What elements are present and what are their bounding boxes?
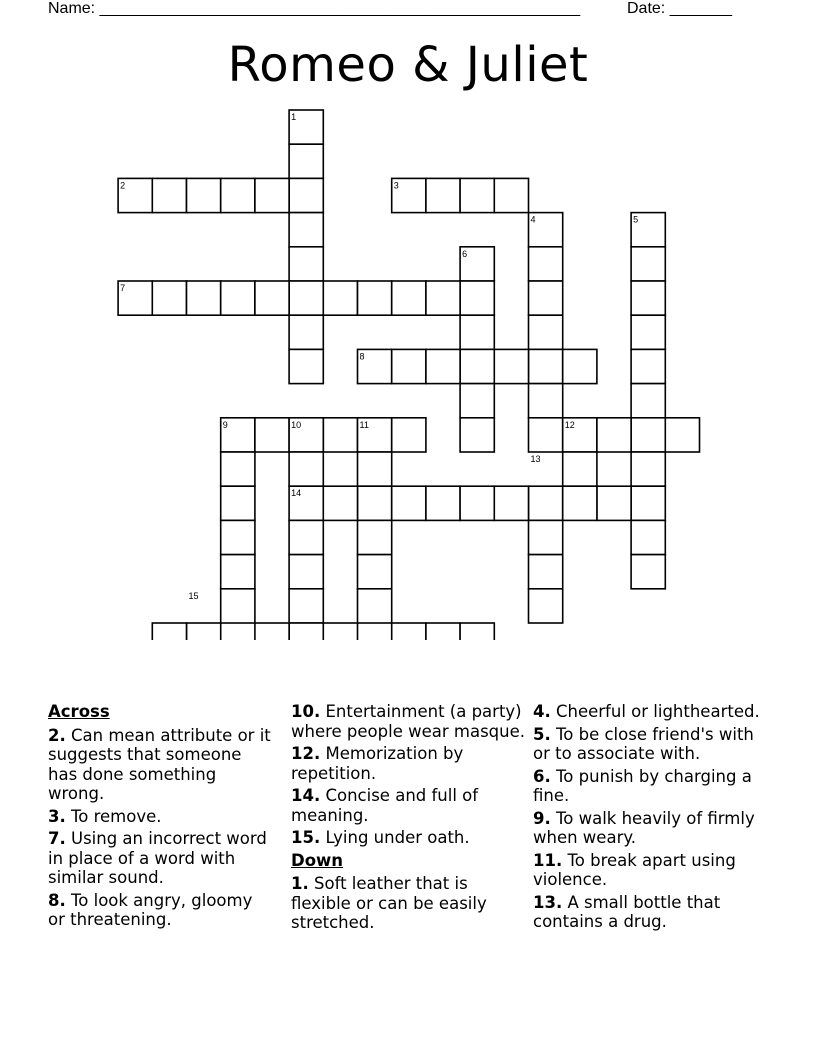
- grid-cell[interactable]: [289, 452, 323, 486]
- clue-item: [533, 809, 773, 848]
- grid-cell[interactable]: [426, 486, 460, 520]
- grid-cell[interactable]: [631, 520, 665, 554]
- clue-item: [291, 828, 527, 848]
- grid-cell[interactable]: [323, 281, 357, 315]
- grid-cell[interactable]: [529, 589, 563, 623]
- grid-cell[interactable]: [221, 452, 255, 486]
- clue-number: 15.: [291, 828, 321, 847]
- grid-cell[interactable]: [529, 384, 563, 418]
- grid-cell[interactable]: [460, 349, 494, 383]
- clue-number: 4.: [533, 702, 551, 721]
- grid-cell[interactable]: [289, 589, 323, 623]
- grid-cell[interactable]: [289, 144, 323, 178]
- date-field-label: Date: _______: [627, 0, 732, 17]
- clue-text: Lying under oath.: [320, 828, 470, 847]
- grid-cell[interactable]: [460, 418, 494, 452]
- grid-cell[interactable]: [255, 623, 289, 640]
- grid-cell[interactable]: [529, 247, 563, 281]
- grid-cell[interactable]: [221, 555, 255, 589]
- grid-cell[interactable]: [289, 349, 323, 383]
- grid-cell[interactable]: [631, 452, 665, 486]
- grid-cell[interactable]: [529, 555, 563, 589]
- grid-cell[interactable]: [460, 384, 494, 418]
- grid-cell[interactable]: [631, 247, 665, 281]
- grid-cell[interactable]: [358, 281, 392, 315]
- clue-item: [533, 767, 773, 806]
- clue-text: Can mean attribute or it suggests that someone has done something wrong.: [48, 725, 271, 803]
- grid-cell[interactable]: [631, 555, 665, 589]
- grid-cell[interactable]: [597, 486, 631, 520]
- clue-number: 7.: [48, 829, 66, 848]
- clue-text: A small bottle that contains a drug.: [533, 892, 721, 931]
- across-heading: Across: [48, 702, 110, 721]
- clue-number-13: 13: [530, 454, 541, 464]
- clue-number: 10.: [291, 702, 321, 721]
- grid-cell[interactable]: [563, 486, 597, 520]
- clue-number: 12.: [291, 744, 321, 763]
- grid-cell[interactable]: [460, 486, 494, 520]
- grid-cell[interactable]: [289, 281, 323, 315]
- name-field-label: Name: ______________________________________________________: [48, 0, 581, 17]
- clue-number: 8.: [48, 890, 66, 910]
- clue-text: Concise and full of meaning.: [291, 786, 479, 825]
- clue-number-8: 8: [359, 351, 365, 362]
- grid-cell[interactable]: [631, 486, 665, 520]
- grid-cell[interactable]: [255, 178, 289, 212]
- grid-cell[interactable]: [323, 486, 357, 520]
- clue-item: [533, 893, 773, 932]
- clue-number: 13.: [533, 892, 563, 912]
- grid-cell[interactable]: [392, 623, 426, 640]
- clue-column-1: [48, 702, 274, 933]
- clue-column-2: [291, 702, 527, 936]
- clue-number: 14.: [291, 786, 321, 805]
- grid-cell[interactable]: [289, 520, 323, 554]
- grid-cell[interactable]: [152, 623, 186, 640]
- clue-item: [291, 702, 527, 741]
- clue-number: 6.: [533, 766, 551, 786]
- clue-item: [533, 851, 773, 890]
- grid-cell[interactable]: [460, 178, 494, 212]
- grid-cell[interactable]: [392, 281, 426, 315]
- grid-cell[interactable]: [460, 281, 494, 315]
- grid-cell[interactable]: [358, 555, 392, 589]
- grid-cell[interactable]: [529, 349, 563, 383]
- grid-cell[interactable]: [529, 486, 563, 520]
- grid-cell[interactable]: [631, 315, 665, 349]
- clue-number-9: 9: [222, 419, 228, 430]
- clue-item: [291, 874, 527, 933]
- clue-item: [291, 786, 527, 825]
- grid-cell[interactable]: [289, 623, 323, 640]
- clue-number-6: 6: [462, 248, 468, 259]
- clue-number: 5.: [533, 724, 551, 744]
- grid-cell[interactable]: [460, 315, 494, 349]
- grid-cell[interactable]: [631, 384, 665, 418]
- clue-number-1: 1: [291, 112, 297, 122]
- grid-cell[interactable]: [152, 281, 186, 315]
- grid-cell[interactable]: [631, 349, 665, 383]
- clue-column-3: [533, 702, 773, 935]
- grid-cell[interactable]: [563, 349, 597, 383]
- grid-cell[interactable]: [187, 623, 221, 640]
- grid-cell[interactable]: [563, 452, 597, 486]
- grid-cell[interactable]: [529, 315, 563, 349]
- grid-cell[interactable]: [460, 623, 494, 640]
- grid-cell[interactable]: [187, 178, 221, 212]
- grid-cell[interactable]: [289, 555, 323, 589]
- clue-item: [48, 891, 274, 930]
- clue-number-14: 14: [291, 488, 302, 499]
- clue-text: Memorization by repetition.: [291, 744, 464, 783]
- grid-cell[interactable]: [597, 418, 631, 452]
- clue-number: 3.: [48, 806, 66, 826]
- grid-cell[interactable]: [392, 349, 426, 383]
- grid-cell[interactable]: [665, 418, 699, 452]
- grid-cell[interactable]: [358, 452, 392, 486]
- grid-cell[interactable]: [152, 178, 186, 212]
- grid-cell[interactable]: [221, 281, 255, 315]
- grid-cell[interactable]: [358, 486, 392, 520]
- clue-text: Entertainment (a party) where people wear masque.: [291, 702, 525, 741]
- clue-text: To be close friend's with or to associate with.: [533, 724, 754, 763]
- grid-cell[interactable]: [529, 281, 563, 315]
- grid-cell[interactable]: [221, 589, 255, 623]
- clue-number-5: 5: [633, 214, 639, 225]
- clue-item: [48, 726, 274, 804]
- grid-cell[interactable]: [289, 247, 323, 281]
- clue-number: 2.: [48, 725, 66, 745]
- clue-text: Using an incorrect word in place of a word with similar sound.: [48, 829, 267, 887]
- clue-item: [48, 807, 274, 827]
- grid-cell[interactable]: [631, 418, 665, 452]
- grid-cell[interactable]: [255, 418, 289, 452]
- clue-number-11: 11: [359, 419, 369, 430]
- down-heading: Down: [291, 850, 344, 870]
- grid-cell[interactable]: [289, 315, 323, 349]
- grid-cell[interactable]: [221, 486, 255, 520]
- page-title: Romeo & Juliet: [227, 37, 589, 93]
- clue-number-2: 2: [120, 180, 126, 191]
- grid-cell[interactable]: [323, 623, 357, 640]
- clue-number-4: 4: [530, 214, 536, 225]
- clue-number-12: 12: [564, 419, 575, 430]
- grid-cell[interactable]: [426, 281, 460, 315]
- grid-cell[interactable]: [221, 178, 255, 212]
- grid-cell[interactable]: [289, 178, 323, 212]
- clue-number: 9.: [533, 808, 551, 828]
- grid-cell[interactable]: [358, 589, 392, 623]
- grid-cell[interactable]: [426, 178, 460, 212]
- grid-cell[interactable]: [392, 418, 426, 452]
- grid-cell[interactable]: [187, 281, 221, 315]
- grid-cell[interactable]: [323, 418, 357, 452]
- grid-cell[interactable]: [255, 281, 289, 315]
- clue-number-10: 10: [291, 419, 302, 430]
- clue-item: [533, 702, 773, 722]
- clue-number-3: 3: [393, 180, 399, 191]
- clue-item: [533, 725, 773, 764]
- grid-cell[interactable]: [529, 418, 563, 452]
- grid-cell[interactable]: [426, 623, 460, 640]
- grid-cell[interactable]: [221, 520, 255, 554]
- grid-cell[interactable]: [494, 178, 528, 212]
- grid-cell[interactable]: [358, 520, 392, 554]
- clue-item: [48, 829, 274, 888]
- grid-cell[interactable]: [631, 281, 665, 315]
- clue-number: 11.: [533, 850, 563, 870]
- clue-text: To walk heavily of firmly when weary.: [533, 808, 755, 847]
- grid-cell[interactable]: [494, 486, 528, 520]
- clue-number: 1.: [291, 874, 309, 893]
- grid-cell[interactable]: [426, 349, 460, 383]
- clue-item: [291, 744, 527, 783]
- clue-number-15: 15: [188, 590, 199, 601]
- grid-cell[interactable]: [289, 213, 323, 247]
- clue-text: To break apart using violence.: [533, 850, 736, 889]
- clue-number-7: 7: [120, 283, 126, 293]
- grid-cell[interactable]: [392, 486, 426, 520]
- grid-cell[interactable]: [494, 349, 528, 383]
- clue-text: Cheerful or lighthearted.: [550, 702, 760, 721]
- clue-text: To punish by charging a fine.: [533, 766, 752, 805]
- grid-cell[interactable]: [529, 520, 563, 554]
- clue-text: To remove.: [65, 806, 162, 826]
- clue-text: To look angry, gloomy or threatening.: [48, 890, 253, 929]
- clue-text: Soft leather that is flexible or can be easily stretched.: [291, 874, 487, 932]
